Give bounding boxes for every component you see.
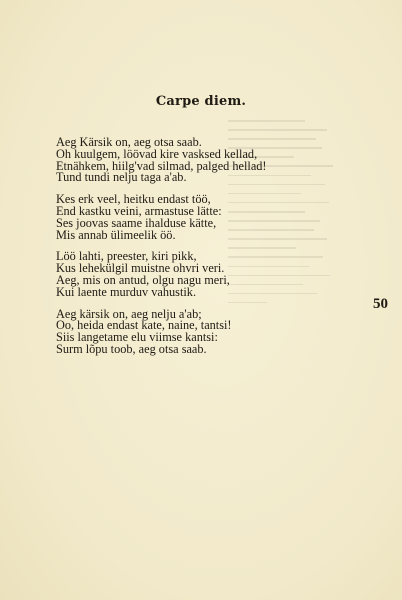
poem-line: Aeg Kärsik on, aeg otsa saab. <box>56 135 202 149</box>
stanza-4 <box>56 306 356 356</box>
poem-line: Ses joovas saame ihalduse kätte, <box>56 215 217 230</box>
poem-title: Carpe diem. <box>155 94 247 109</box>
poem-line: Kes erk veel, heitku endast töö, <box>56 192 211 207</box>
poem-body <box>56 137 356 366</box>
stanza-3 <box>56 251 356 298</box>
poem-line: Surm lõpu toob, aeg otsa saab. <box>56 341 207 356</box>
poem-line: Kus lehekülgil muistne ohvri veri. <box>56 261 225 276</box>
poem-line: Tund tundi nelju taga a'ab. <box>56 170 187 185</box>
poem-line: Etnähkem, hiilg'vad silmad, palged hellad! <box>56 158 267 173</box>
poem-line: Löö lahti, preester, kiri pikk, <box>56 249 197 264</box>
poem-line: Siis langetame elu viimse kantsi: <box>56 330 218 345</box>
poem-line: Mis annab ülimeelik öö. <box>56 227 176 242</box>
poem-line: Oo, heida endast kate, naine, tantsi! <box>56 318 232 333</box>
stanza-1 <box>56 137 356 184</box>
poem-line: Kui laente murduv vahustik. <box>56 284 197 299</box>
page-number: 50 <box>373 296 388 312</box>
stanza-2 <box>56 194 356 241</box>
poem-line: Aeg kärsik on, aeg nelju a'ab; <box>56 306 202 321</box>
poem-line: Oh kuulgem, löövad kire vasksed kellad, <box>56 146 258 161</box>
poem-line: End kastku veini, armastuse lätte: <box>56 203 222 218</box>
poem-line: Aeg, mis on antud, olgu nagu meri, <box>56 272 230 287</box>
